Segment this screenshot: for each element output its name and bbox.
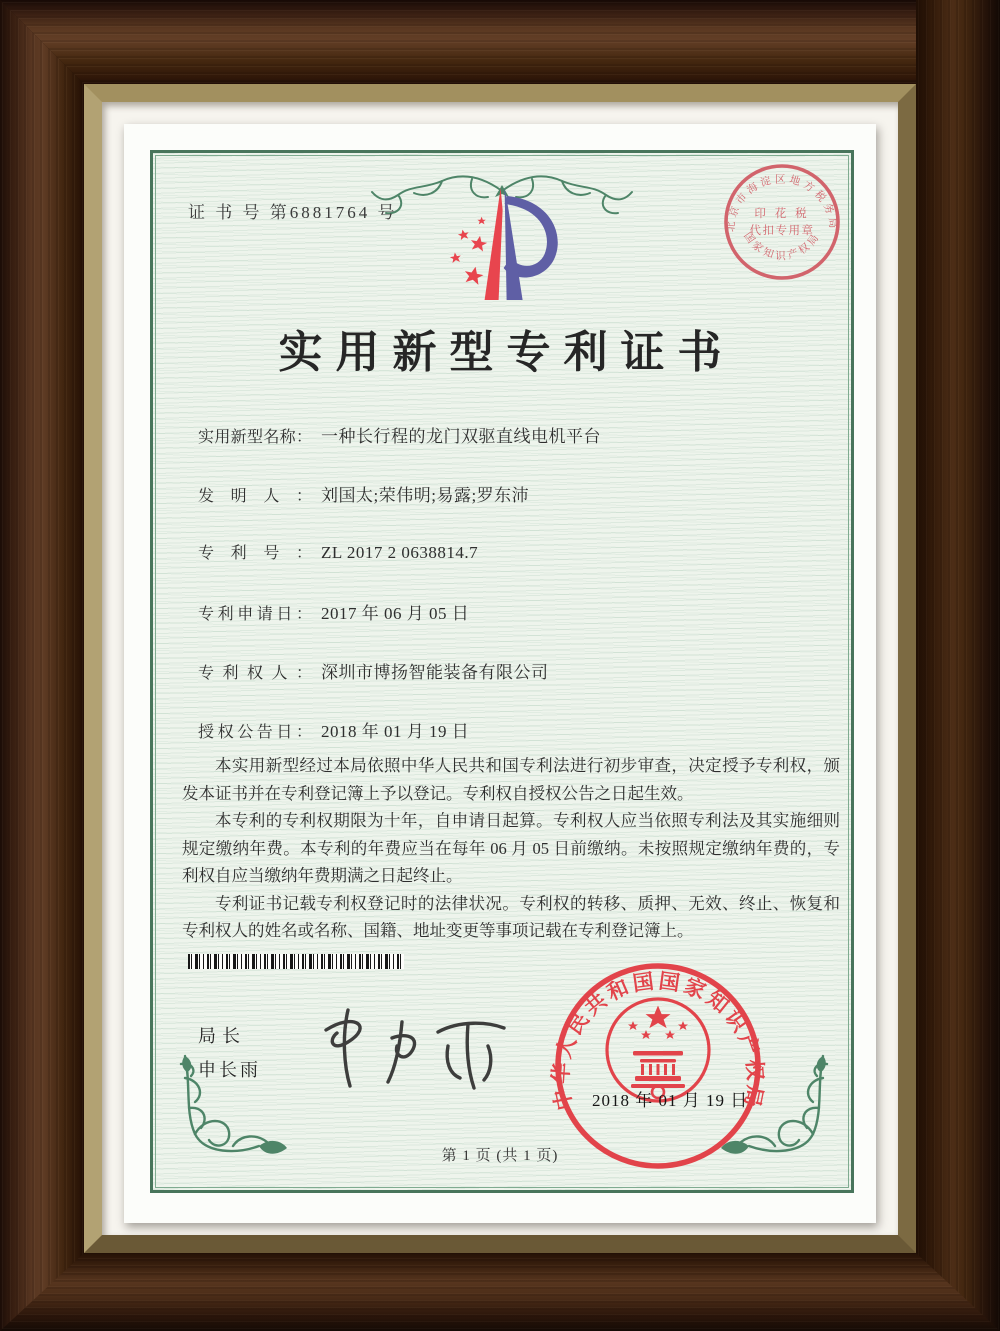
legal-paragraph: 专利证书记载专利权登记时的法律状况。专利权的转移、质押、无效、终止、恢复和专利权人的姓名或名称、国籍、地址变更等事项记载在专利登记簿上。 [182, 893, 840, 940]
certificate-paper [124, 124, 876, 1223]
field-utility-model-name [198, 422, 840, 444]
legal-paragraph: 本实用新型经过本局依照中华人民共和国专利法进行初步审查，决定授予专利权，颁发本证书并在专利登记簿上予以登记。专利权自授权公告之日起生效。 [182, 756, 840, 803]
field-label: 授权公告日： [198, 724, 312, 741]
field-patent-number [198, 540, 840, 562]
cnipa-patent-logo-icon [441, 180, 573, 310]
field-value: 刘国太;荣伟明;易露;罗东沛 [321, 486, 530, 505]
tax-stamp-seal [720, 160, 844, 284]
certificate-number: 证 书 号 第6881764 号 [188, 203, 398, 222]
field-patentee [198, 658, 840, 680]
page-number-footer: 第 1 页 (共 1 页) [441, 1148, 559, 1164]
tax-stamp-center-line2: 代扣专用章 [749, 225, 815, 237]
signer-post: 局长 [198, 1026, 246, 1046]
wood-frame-bottom [0, 1253, 1000, 1331]
issue-date: 2018 年 01 月 19 日 [592, 1091, 749, 1110]
seal-ring-text: 中华人民共和国国家知识产权局 [548, 968, 768, 1113]
field-label: 发明人： [198, 488, 312, 505]
field-value: ZL 2017 2 0638814.7 [321, 543, 479, 562]
cnipa-office-seal [548, 956, 768, 1176]
wood-frame-top [0, 0, 1000, 84]
tax-stamp-ring-bottom-text: 国家知识产权局 [741, 230, 823, 262]
field-filing-date [198, 599, 840, 621]
field-list [198, 422, 840, 776]
field-value: 2018 年 01 月 19 日 [321, 722, 470, 741]
tax-stamp-center-line1: 印 花 税 [754, 208, 810, 220]
field-label: 实用新型名称： [198, 429, 312, 446]
handwritten-signature [290, 994, 534, 1102]
legal-text-block [182, 752, 840, 945]
certificate-title: 实用新型专利证书 [278, 328, 735, 377]
legal-paragraph: 本专利的专利权期限为十年，自申请日起算。专利权人应当依照专利法及其实施细则规定缴纳年费。本专利的年费应当在每年 06 月 05 日前缴纳。未按照规定缴纳年费的，专利权自应当缴纳年费期满之日起终止。 [182, 811, 840, 885]
field-inventors [198, 481, 840, 503]
field-grant-date [198, 717, 840, 739]
field-value: 一种长行程的龙门双驱直线电机平台 [321, 427, 601, 446]
signer-name: 申长雨 [198, 1060, 261, 1080]
field-label: 专利权人： [198, 665, 312, 682]
field-value: 2017 年 06 月 05 日 [321, 604, 470, 623]
wood-frame-right [916, 0, 1000, 1331]
tax-stamp-ring-top-text: 北京市海淀区地方税务局 [725, 174, 839, 233]
barcode [188, 954, 404, 969]
field-value: 深圳市博扬智能装备有限公司 [321, 663, 549, 682]
wood-frame-left [0, 0, 84, 1331]
field-label: 专利号： [198, 545, 312, 562]
field-label: 专利申请日： [198, 606, 312, 623]
